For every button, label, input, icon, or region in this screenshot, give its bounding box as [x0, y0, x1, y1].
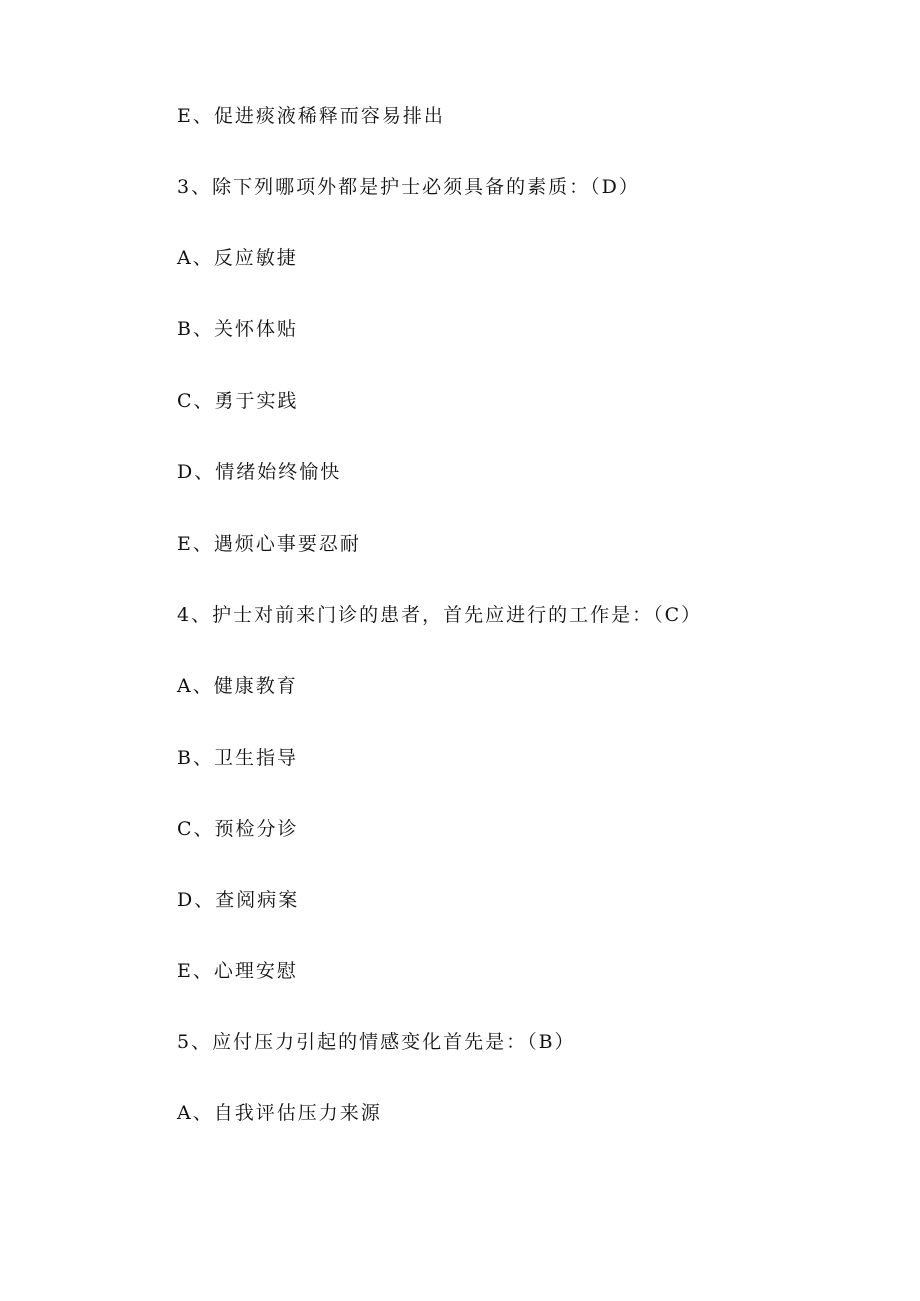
option-e-q2: E、促进痰液稀释而容易排出: [177, 105, 445, 127]
option-a-q5: A、自我评估压力来源: [177, 1102, 382, 1124]
option-d-q4: D、查阅病案: [177, 889, 300, 911]
option-a-q3: A、反应敏捷: [177, 247, 298, 269]
option-a-q4: A、健康教育: [177, 675, 298, 697]
option-b-q4: B、卫生指导: [177, 747, 298, 769]
question-3: 3、除下列哪项外都是护士必须具备的素质：（D）: [177, 176, 640, 198]
question-5: 5、应付压力引起的情感变化首先是：（B）: [177, 1031, 576, 1053]
option-e-q3: E、遇烦心事要忍耐: [177, 533, 361, 555]
option-c-q4: C、预检分诊: [177, 818, 299, 840]
option-d-q3: D、情绪始终愉快: [177, 461, 342, 483]
option-c-q3: C、勇于实践: [177, 390, 299, 412]
option-b-q3: B、关怀体贴: [177, 318, 298, 340]
option-e-q4: E、心理安慰: [177, 960, 298, 982]
question-4: 4、护士对前来门诊的患者，首先应进行的工作是：（C）: [177, 604, 703, 626]
